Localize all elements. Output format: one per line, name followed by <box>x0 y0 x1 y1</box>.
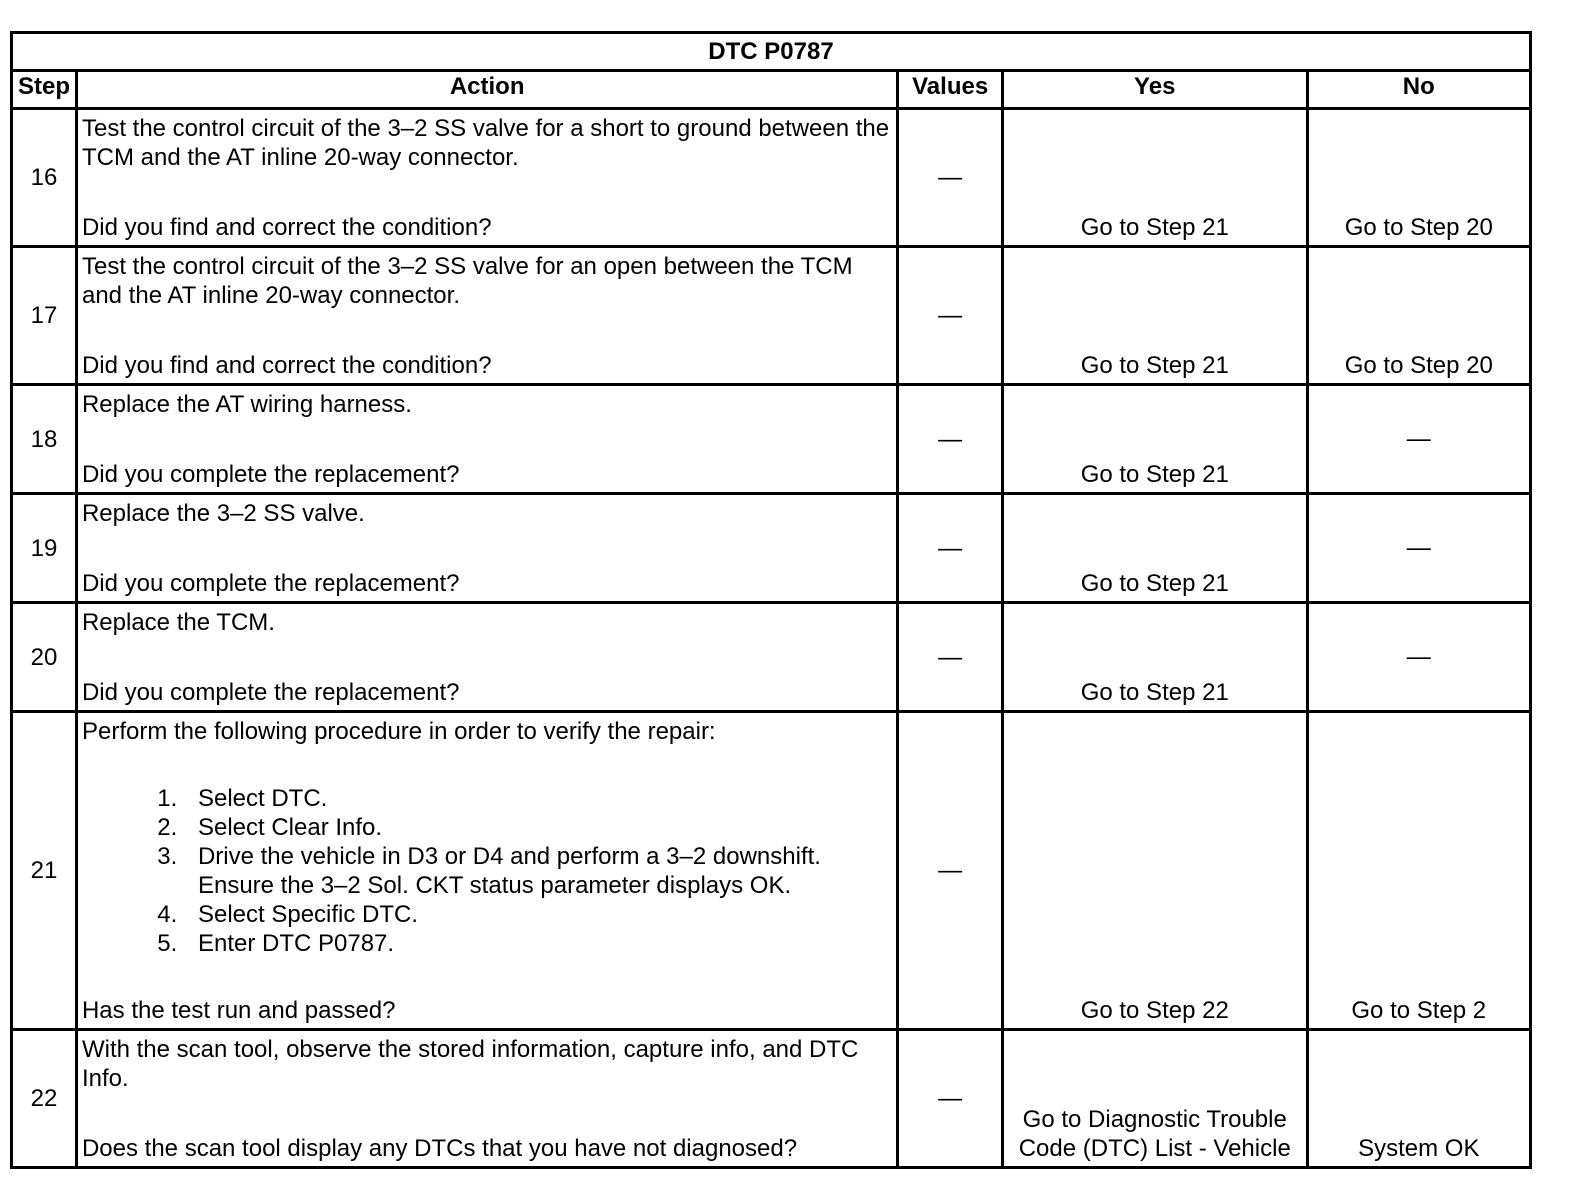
values-cell: — <box>898 712 1003 1030</box>
no-cell <box>1307 247 1530 385</box>
no-cell <box>1307 712 1530 1030</box>
table-title: DTC P0787 <box>12 33 1531 71</box>
procedure-step: 1. Select DTC. <box>184 784 892 813</box>
procedure-step: 3. Drive the vehicle in D3 or D4 and perform a 3–2 downshift. Ensure the 3–2 Sol. CKT status parameter displays OK. <box>184 842 892 900</box>
header-action: Action <box>76 71 897 109</box>
table-row <box>12 494 1531 603</box>
step-number: 17 <box>12 247 77 385</box>
values-cell: — <box>898 494 1003 603</box>
no-link: Go to Step 20 <box>1344 352 1493 379</box>
table-row <box>12 247 1531 385</box>
step-number: 19 <box>12 494 77 603</box>
step-number: 16 <box>12 109 77 247</box>
yes-link: Go to Step 21 <box>1080 214 1229 241</box>
header-no: No <box>1307 71 1530 109</box>
header-step: Step <box>12 71 77 109</box>
table-row <box>12 712 1531 1030</box>
no-link: — <box>1406 643 1431 671</box>
yes-cell <box>1002 1030 1307 1168</box>
step-number: 20 <box>12 603 77 712</box>
action-text: Replace the AT wiring harness. <box>81 391 412 418</box>
action-text: Replace the 3–2 SS valve. <box>81 500 365 527</box>
procedure-step: 2. Select Clear Info. <box>184 813 892 842</box>
action-question: Has the test run and passed? <box>81 997 396 1024</box>
action-text: Perform the following procedure in order to verify the repair: <box>81 718 716 745</box>
values-cell: — <box>898 1030 1003 1168</box>
yes-cell <box>1002 109 1307 247</box>
table-row <box>12 1030 1531 1168</box>
no-link: Go to Step 2 <box>1351 997 1487 1024</box>
action-question: Did you complete the replacement? <box>81 679 460 706</box>
no-cell <box>1307 385 1530 494</box>
yes-link: Go to Step 21 <box>1080 570 1229 597</box>
table-row <box>12 109 1531 247</box>
procedure-list <box>82 784 892 958</box>
yes-link: Go to Step 21 <box>1080 461 1229 488</box>
no-link: — <box>1406 425 1431 453</box>
action-text: Replace the TCM. <box>81 609 275 636</box>
values-cell: — <box>898 247 1003 385</box>
action-cell <box>76 385 897 494</box>
action-cell <box>76 1030 897 1168</box>
no-link: Go to Step 20 <box>1344 214 1493 241</box>
no-cell <box>1307 603 1530 712</box>
action-text: Test the control circuit of the 3–2 SS valve for a short to ground between the TCM and the AT inline 20-way connector. <box>81 115 890 171</box>
action-question: Did you find and correct the condition? <box>81 352 492 379</box>
yes-cell <box>1002 247 1307 385</box>
action-text: With the scan tool, observe the stored information, capture info, and DTC Info. <box>81 1036 859 1092</box>
no-cell <box>1307 109 1530 247</box>
yes-link: Go to Diagnostic Trouble Code (DTC) List - Vehicle <box>1018 1106 1291 1162</box>
yes-cell <box>1002 603 1307 712</box>
action-cell <box>76 247 897 385</box>
header-row <box>12 71 1531 109</box>
procedure-step: 5. Enter DTC P0787. <box>184 929 892 958</box>
no-link: — <box>1406 534 1431 562</box>
action-cell <box>76 109 897 247</box>
values-cell: — <box>898 603 1003 712</box>
no-cell <box>1307 494 1530 603</box>
action-cell <box>76 494 897 603</box>
yes-cell <box>1002 385 1307 494</box>
action-question: Did you find and correct the condition? <box>81 214 492 241</box>
step-number: 22 <box>12 1030 77 1168</box>
action-question: Did you complete the replacement? <box>81 461 460 488</box>
yes-link: Go to Step 22 <box>1080 997 1229 1024</box>
action-question: Does the scan tool display any DTCs that you have not diagnosed? <box>81 1135 798 1162</box>
no-link: System OK <box>1358 1135 1480 1162</box>
action-text: Test the control circuit of the 3–2 SS valve for an open between the TCM and the AT inline 20-way connector. <box>81 253 853 309</box>
table-row <box>12 385 1531 494</box>
dtc-table <box>10 31 1532 1169</box>
yes-cell <box>1002 712 1307 1030</box>
yes-cell <box>1002 494 1307 603</box>
no-cell <box>1307 1030 1530 1168</box>
header-yes: Yes <box>1002 71 1307 109</box>
yes-link: Go to Step 21 <box>1080 352 1229 379</box>
action-question: Did you complete the replacement? <box>81 570 460 597</box>
header-values: Values <box>898 71 1003 109</box>
step-number: 21 <box>12 712 77 1030</box>
step-number: 18 <box>12 385 77 494</box>
yes-link: Go to Step 21 <box>1080 679 1229 706</box>
procedure-step: 4. Select Specific DTC. <box>184 900 892 929</box>
action-cell <box>76 712 897 1030</box>
values-cell: — <box>898 109 1003 247</box>
values-cell: — <box>898 385 1003 494</box>
action-cell <box>76 603 897 712</box>
table-row <box>12 603 1531 712</box>
